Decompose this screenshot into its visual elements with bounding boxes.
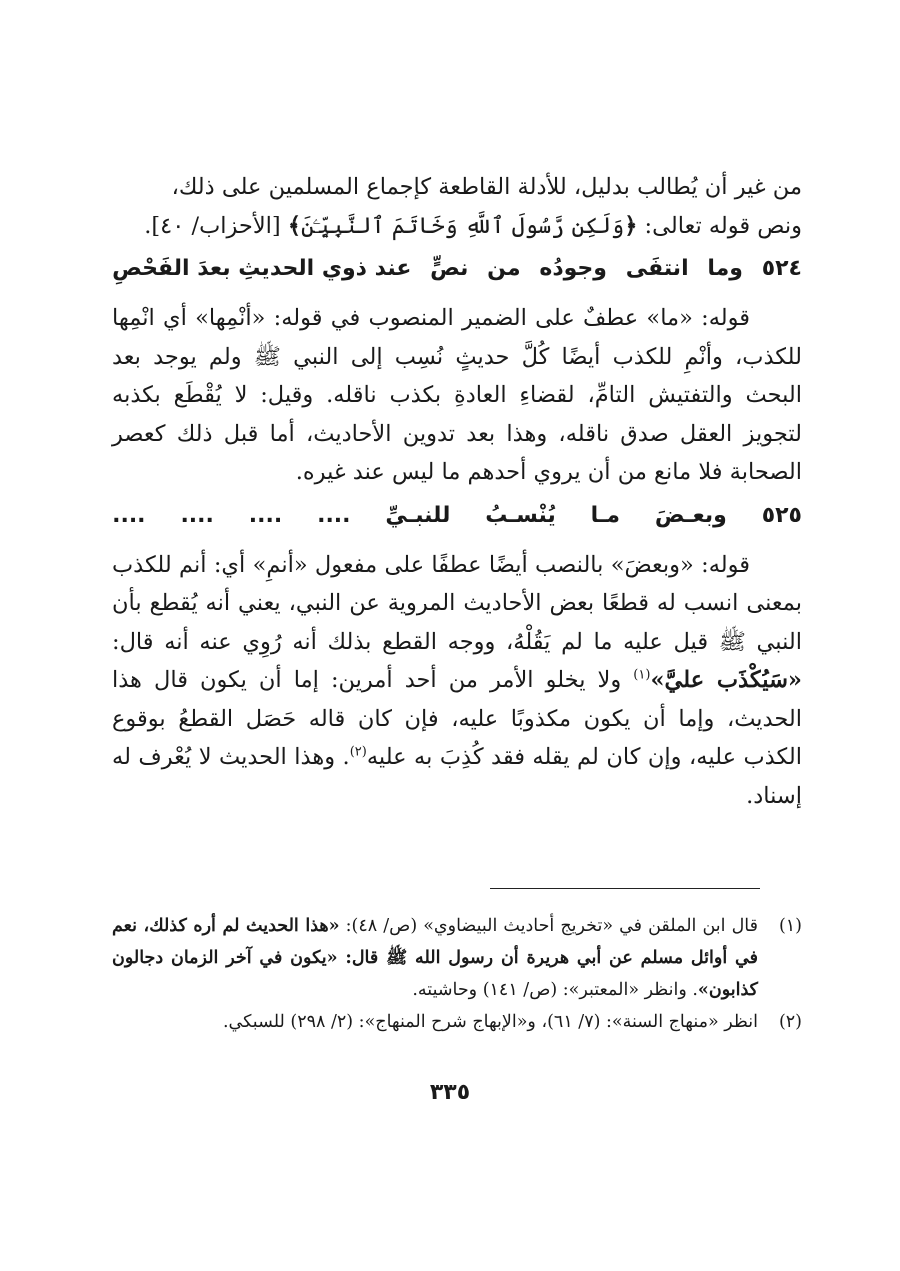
heading-525-dots-2: ....: [248, 502, 283, 528]
verse-number-524: ٥٢٤: [761, 256, 802, 281]
heading-525-dots-1: ....: [317, 502, 351, 528]
paragraph-1-line-1: من غير أن يُطالب بدليل، للأدلة القاطعة كإجماع المسلمين على ذلك،: [171, 174, 802, 200]
hadith-quote: «سَيُكْذَب عليَّ»: [650, 667, 802, 693]
heading-525-dots-4: ....: [112, 502, 146, 528]
footnote-2-number: (٢): [778, 1012, 802, 1032]
heading-524-word-2: انتفَى: [625, 256, 689, 281]
paragraph-2: قوله: «ما» عطفٌ على الضمير المنصوب في قوله: «أنْمِها» أي انْمِها للكذب، وأنْمِ للكذب أيضًا كُلَّ حديثٍ نُسِب إلى النبي ﷺ ولم يوجد بعد البحث والتفتيش التامِّ، لقضاءِ العادةِ بكذب ناقله. وقيل: لا يُقْطَع بكذبه لتجويز العقل صدق ناقله، وهذا بعد تدوين الأحاديث، أما قبل ذلك كعصر الصحابة فلا مانع من أن يروي أحدهم ما ليس عند غيره.: [112, 305, 802, 485]
heading-524-word-1: وما: [707, 256, 743, 281]
footnote-1-text: [112, 910, 758, 1006]
verse-heading-525: [112, 494, 802, 538]
heading-525-word-2: مـا: [590, 502, 621, 528]
footnote-1-number: (١): [778, 916, 802, 936]
footnote-separator: [490, 888, 760, 889]
verse-open-bracket: ﴿: [624, 212, 638, 239]
verse-close-bracket: ﴾: [287, 212, 302, 239]
page-number: ٣٣٥: [429, 1080, 471, 1105]
paragraph-3-part-3: . وهذا الحديث لا يُعْرف له إسناد.: [112, 744, 802, 809]
footnote-1-part-2: . وانظر «المعتبر»: (ص/ ١٤١) وحاشيته.: [412, 980, 698, 1000]
main-text: [112, 168, 802, 815]
heading-525-word-4: للنبـيِّ: [385, 502, 451, 528]
footnotes: [112, 910, 802, 1038]
footnote-2-text: انظر «منهاج السنة»: (٧/ ٦١)، و«الإبهاج شرح المنهاج»: (٢/ ٢٩٨) للسبكي.: [222, 1012, 758, 1032]
footnote-1-quote: «هذا الحديث لم أره كذلك، نعم في أوائل مسلم عن أبي هريرة أن رسول الله ﷺ قال: «يكون في آخر الزمان دجالون كذابون»: [112, 916, 758, 1000]
verse-intro: ونص قوله تعالى:: [637, 212, 802, 239]
quran-verse: وَلَكِن رَّسُولَ ٱللَّهِ وَخَاتَمَ ٱلنَّبِيِّـۧنَ: [301, 212, 625, 239]
heading-525-dots-3: ....: [180, 502, 214, 528]
heading-524-word-5: نصٍّ: [430, 256, 469, 281]
footnote-1-part-1: قال ابن الملقن في «تخريج أحاديث البيضاوي» (ص/ ٤٨):: [339, 916, 758, 936]
heading-525-word-3: يُنْسـبُ: [485, 502, 556, 528]
verse-heading-524: [112, 247, 802, 291]
heading-525-word-1: وبعـضَ: [654, 502, 727, 528]
verse-reference: [الأحزاب/ ٤٠].: [144, 212, 288, 239]
footnote-1: [112, 910, 802, 1006]
paragraph-1-line-2: [112, 207, 802, 246]
heading-524-word-6: عند ذوي الحديثِ بعدَ الفَحْصِ: [112, 256, 412, 281]
paragraph-3-part-1: قوله: «وبعضَ» بالنصب أيضًا عطفًا على مفعول «أنمِ» أي: أنم للكذب بمعنى انسب له قطعًا بعض الأحاديث المروية عن النبي، يعني أنه يُقطع بأن النبي ﷺ قيل عليه ما لم يَقُلْهُ، ووجه القطع بذلك أنه رُوِي عنه أنه قال:: [112, 551, 802, 655]
footnote-marker-2[interactable]: (٢): [349, 744, 367, 760]
heading-524-word-4: من: [487, 256, 521, 281]
verse-number-525: ٥٢٥: [761, 502, 802, 528]
paragraph-3: [112, 546, 802, 816]
footnote-marker-1[interactable]: (١): [633, 667, 651, 683]
footnote-2: [112, 1006, 802, 1038]
heading-524-word-3: وجودُه: [539, 256, 607, 281]
paragraph-3-part-2: ولا يخلو الأمر من أحد أمرين: إما أن يكون قال هذا الحديث، وإما أن يكون مكذوبًا عليه، فإن كان قاله حَصَل القطعُ بوقوع الكذب عليه، وإن كان لم يقله فقد كُذِبَ به عليه: [112, 667, 802, 770]
